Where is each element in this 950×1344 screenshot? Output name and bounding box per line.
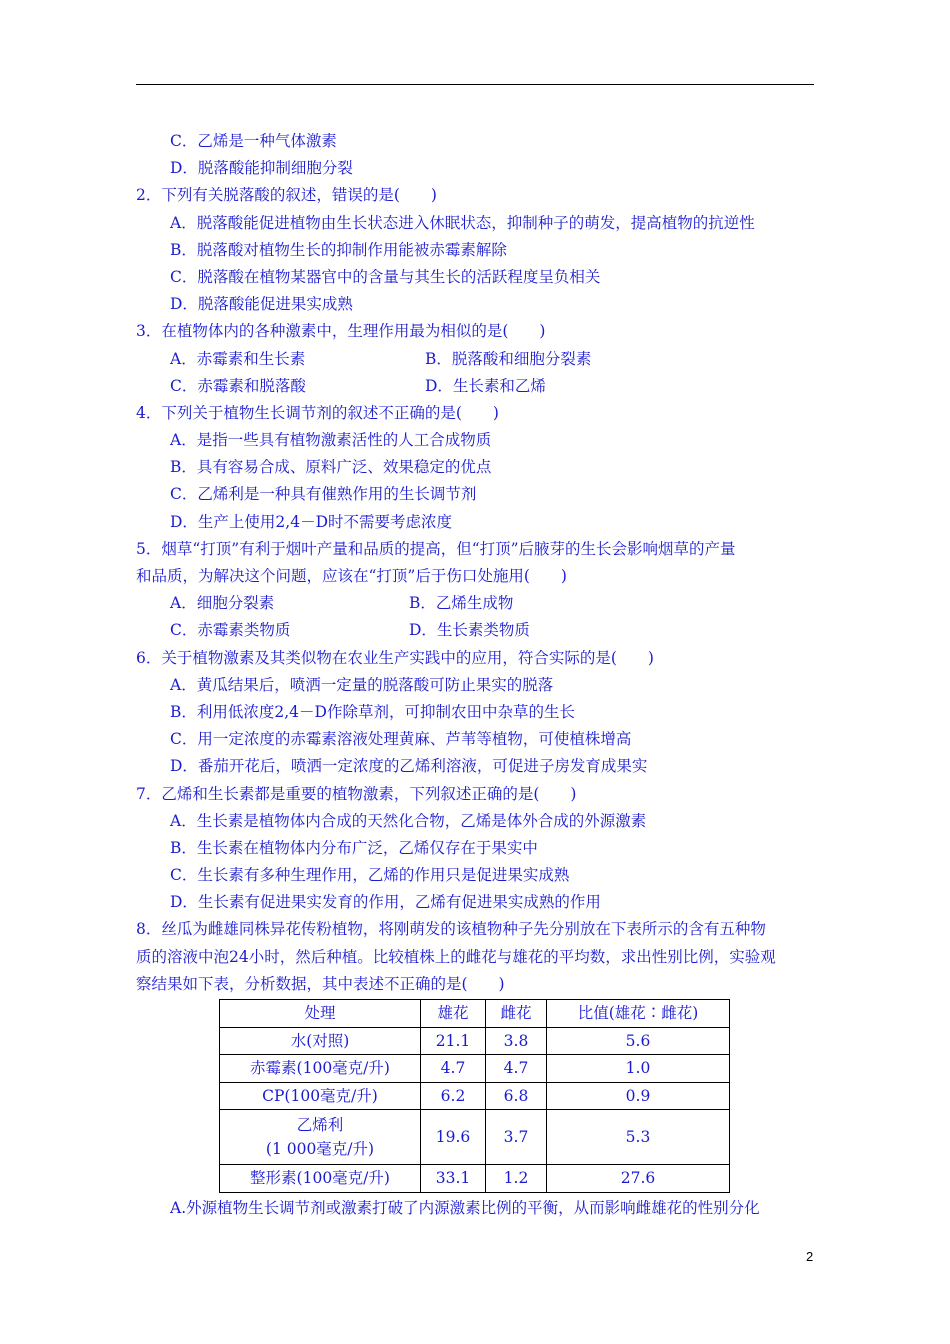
treatment-text: 整形素(100毫克/升) [250, 1169, 390, 1188]
treatment-text: (1 000毫克/升) [265, 1140, 375, 1158]
cell-female: 3.8 [486, 1027, 547, 1055]
option-item: D．生长素类物质 [409, 621, 530, 640]
table-row [220, 1110, 730, 1165]
text-line: C．用一定浓度的赤霉素溶液处理黄麻、芦苇等植物，可使植株增高 [170, 730, 632, 749]
questions-4-5 [136, 400, 814, 590]
text-line: 8．丝瓜为雌雄同株异花传粉植物，将刚萌发的该植物种子先分别放在下表所示的含有五种物 [136, 920, 766, 939]
text-line: 和品质，为解决这个问题，应该在“打顶”后于伤口处施用( ) [136, 567, 567, 585]
option-row [136, 617, 814, 644]
option-row [136, 346, 814, 373]
option-item: A．细胞分裂素 [170, 594, 275, 613]
header-treatment: 处理 [220, 1000, 421, 1028]
cell-male: 6.2 [421, 1082, 486, 1110]
cell-ratio: 1.0 [547, 1055, 730, 1083]
cell-ratio: 27.6 [547, 1165, 730, 1193]
text-line: C．乙烯利是一种具有催熟作用的生长调节剂 [170, 485, 477, 504]
header-ratio: 比值(雄花∶雌花) [547, 1000, 730, 1028]
cell-treatment [220, 1027, 421, 1055]
text-line: D．生长素有促进果实发育的作用，乙烯有促进果实成熟的作用 [170, 893, 601, 912]
text-line: C．生长素有多种生理作用，乙烯的作用只是促进果实成熟 [170, 866, 570, 885]
cell-treatment [220, 1055, 421, 1083]
option-item: C．赤霉素类物质 [170, 621, 291, 640]
option-item: B．脱落酸和细胞分裂素 [425, 349, 592, 368]
cell-treatment [220, 1110, 421, 1165]
text-line: 3．在植物体内的各种激素中，生理作用最为相似的是( ) [136, 322, 546, 341]
text-line: D．生产上使用2,4－D时不需要考虑浓度 [170, 512, 453, 531]
text-line: C．乙烯是一种气体激素 [170, 132, 337, 150]
document-body [136, 128, 814, 1222]
text-line: A．脱落酸能促进植物由生长状态进入休眠状态，抑制种子的萌发，提高植物的抗逆性 [170, 213, 755, 232]
cell-ratio: 5.6 [547, 1027, 730, 1055]
text-line: A．生长素是植物体内合成的天然化合物，乙烯是体外合成的外源激素 [170, 811, 647, 830]
cell-male: 4.7 [421, 1055, 486, 1083]
text-line: B．脱落酸对植物生长的抑制作用能被赤霉素解除 [170, 240, 507, 259]
text-line: B．利用低浓度2,4－D作除草剂，可抑制农田中杂草的生长 [170, 702, 575, 721]
questions-1-3 [136, 128, 814, 346]
q3-options [136, 346, 814, 400]
option-item: B．乙烯生成物 [409, 594, 514, 613]
page-number: 2 [806, 1249, 814, 1264]
q5-options [136, 590, 814, 644]
cell-female: 6.8 [486, 1082, 547, 1110]
option-a-q8: A.外源植物生长调节剂或激素打破了内源激素比例的平衡，从而影响雌雄花的性别分化 [170, 1198, 760, 1217]
text-line: D．番茄开花后，喷洒一定浓度的乙烯利溶液，可促进子房发育成果实 [170, 757, 648, 776]
questions-6-8 [136, 645, 814, 998]
treatment-text: 赤霉素(100毫克/升) [250, 1059, 390, 1078]
text-line: B．生长素在植物体内分布广泛，乙烯仅存在于果实中 [170, 838, 538, 857]
cell-treatment [220, 1165, 421, 1193]
text-line: A．黄瓜结果后，喷洒一定量的脱落酸可防止果实的脱落 [170, 675, 554, 694]
header-female: 雌花 [486, 1000, 547, 1028]
option-item: A．赤霉素和生长素 [170, 349, 306, 368]
text-line: C．脱落酸在植物某器官中的含量与其生长的活跃程度呈负相关 [170, 267, 601, 286]
text-line: 2．下列有关脱落酸的叙述，错误的是( ) [136, 186, 437, 205]
experiment-table [219, 999, 730, 1193]
cell-male: 21.1 [421, 1027, 486, 1055]
cell-female: 1.2 [486, 1165, 547, 1193]
text-line: 4．下列关于植物生长调节剂的叙述不正确的是( ) [136, 403, 499, 422]
cell-male: 33.1 [421, 1165, 486, 1193]
table-row [220, 1027, 730, 1055]
text-line: B．具有容易合成、原料广泛、效果稳定的优点 [170, 458, 492, 477]
cell-ratio: 5.3 [547, 1110, 730, 1165]
cell-treatment [220, 1082, 421, 1110]
text-line: 5．烟草“打顶”有利于烟叶产量和品质的提高，但“打顶”后腋芽的生长会影响烟草的产量 [136, 539, 736, 558]
cell-female: 3.7 [486, 1110, 547, 1165]
text-line: 察结果如下表，分析数据，其中表述不正确的是( ) [136, 974, 505, 993]
text-line: 质的溶液中泡24小时，然后种植。比较植株上的雌花与雄花的平均数，求出性别比例，实验观 [136, 947, 776, 966]
text-line: A．是指一些具有植物激素活性的人工合成物质 [170, 431, 492, 450]
text-line: 6．关于植物激素及其类似物在农业生产实践中的应用，符合实际的是( ) [136, 648, 654, 667]
header-rule [136, 84, 814, 85]
option-item: D．生长素和乙烯 [425, 376, 546, 395]
treatment-text: CP(100毫克/升) [262, 1086, 378, 1105]
text-line: 7．乙烯和生长素都是重要的植物激素，下列叙述正确的是( ) [136, 784, 577, 803]
table-row [220, 1055, 730, 1083]
treatment-text: 水(对照) [290, 1031, 350, 1050]
table-row [220, 1165, 730, 1193]
option-row [136, 373, 814, 400]
table-header-row [220, 1000, 730, 1028]
text-line: D．脱落酸能抑制细胞分裂 [170, 159, 353, 178]
table-row [220, 1082, 730, 1110]
cell-male: 19.6 [421, 1110, 486, 1165]
text-line: D．脱落酸能促进果实成熟 [170, 295, 353, 314]
treatment-text: 乙烯利 [296, 1116, 344, 1134]
header-male: 雄花 [421, 1000, 486, 1028]
cell-female: 4.7 [486, 1055, 547, 1083]
option-item: C．赤霉素和脱落酸 [170, 376, 306, 395]
cell-ratio: 0.9 [547, 1082, 730, 1110]
option-row [136, 590, 814, 617]
